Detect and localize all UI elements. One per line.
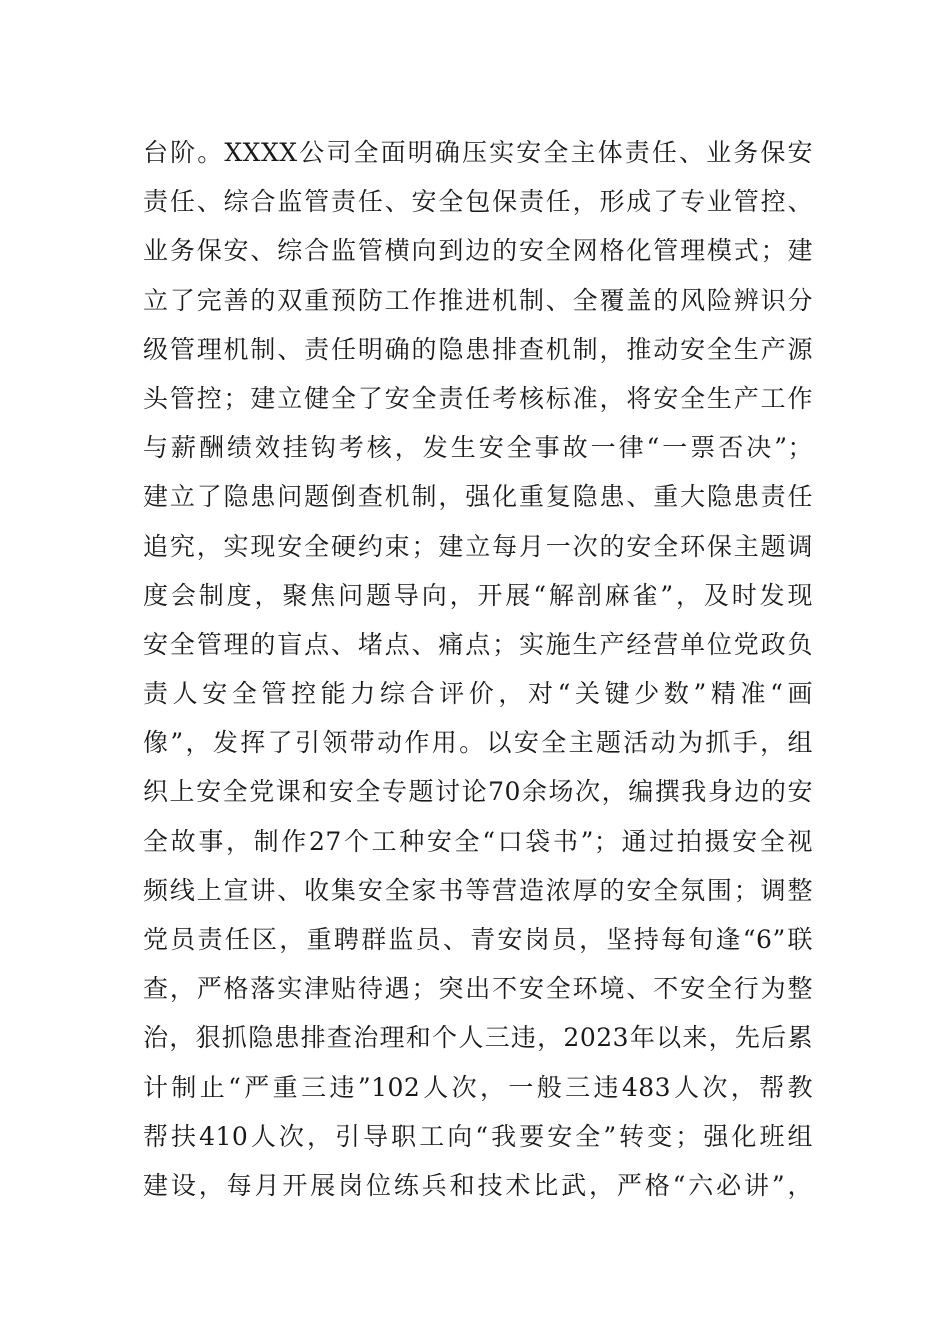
text-line: 头管控；建立健全了安全责任考核标准，将安全生产工作	[143, 383, 813, 413]
text-line: 像”，发挥了引领带动作用。以安全主题活动为抓手，组	[143, 728, 813, 758]
text-line: 立了完善的双重预防工作推进机制、全覆盖的风险辨识分	[143, 285, 813, 315]
text-line: 查，严格落实津贴待遇；突出不安全环境、不安全行为整	[143, 974, 813, 1004]
text-line: 安全管理的盲点、堵点、痛点；实施生产经营单位党政负	[143, 629, 813, 659]
text-line: 治，狠抓隐患排查治理和个人三违，2023年以来，先后累	[143, 1023, 813, 1053]
text-line: 责人安全管控能力综合评价，对“关键少数”精准“画	[143, 679, 813, 709]
body-text	[143, 128, 813, 1210]
text-line: 业务保安、综合监管横向到边的安全网格化管理模式；建	[143, 236, 813, 266]
text-line: 与薪酬绩效挂钩考核，发生安全事故一律“一票否决”；	[143, 433, 813, 463]
text-line: 责任、综合监管责任、安全包保责任，形成了专业管控、	[143, 187, 813, 217]
text-line: 全故事，制作27个工种安全“口袋书”；通过拍摄安全视	[143, 826, 813, 856]
text-line: 追究，实现安全硬约束；建立每月一次的安全环保主题调	[143, 531, 813, 561]
text-line: 帮扶410人次，引导职工向“我要安全”转变；强化班组	[143, 1121, 813, 1151]
text-line: 党员责任区，重聘群监员、青安岗员，坚持每旬逢“6”联	[143, 925, 813, 954]
text-line: 台阶。XXXX公司全面明确压实安全主体责任、业务保安	[143, 138, 813, 167]
text-line: 织上安全党课和安全专题讨论70余场次，编撰我身边的安	[143, 777, 813, 807]
text-line: 级管理机制、责任明确的隐患排查机制，推动安全生产源	[143, 334, 813, 364]
text-line: 度会制度，聚焦问题导向，开展“解剖麻雀”，及时发现	[143, 580, 813, 610]
text-line: 计制止“严重三违”102人次，一般三违483人次，帮教	[143, 1072, 813, 1102]
text-line: 建立了隐患问题倒查机制，强化重复隐患、重大隐患责任	[143, 482, 813, 512]
text-line: 建设，每月开展岗位练兵和技术比武，严格“六必讲”，	[143, 1170, 813, 1200]
text-line: 频线上宣讲、收集安全家书等营造浓厚的安全氛围；调整	[143, 875, 813, 905]
